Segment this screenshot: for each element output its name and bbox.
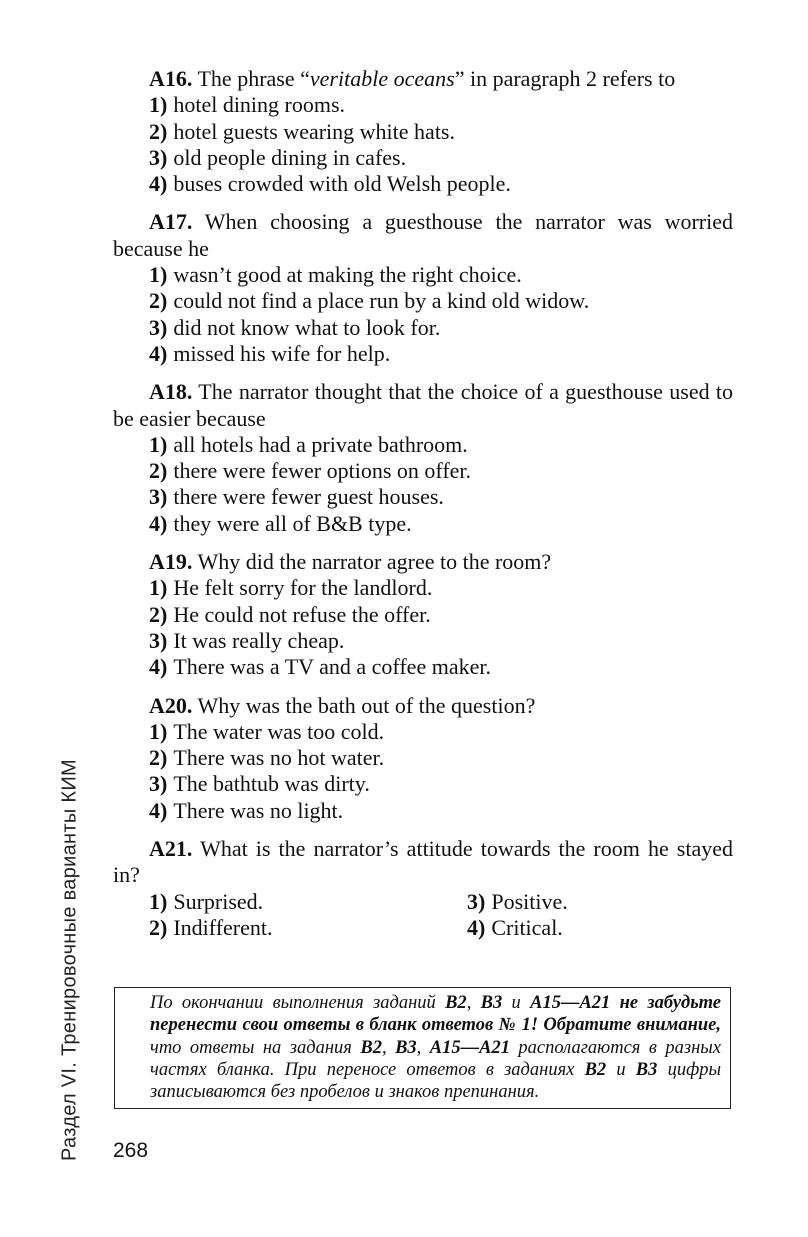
question-a18 (113, 379, 733, 537)
question-a20 (113, 693, 733, 824)
question-a16 (113, 66, 733, 197)
question-a17 (113, 209, 733, 367)
question-a21 (113, 836, 733, 941)
option: 1) The water was too cold. (149, 718, 385, 744)
quoted-phrase: veritable oceans (309, 66, 455, 91)
instructions-note-text: По окончании выполнения заданий В2, В3 и А15—А21 не забудьте перенести свои ответы в бланк ответов № 1! Обратите внимание, что ответы на задания В2, В3, А15—А21 располагаются в разных частях бланка. При переносе ответов в заданиях В2 и В3 цифры записываются без пробелов и знаков препинания. (150, 993, 722, 1103)
option: 3) did not know what to look for. (149, 314, 441, 340)
option: 1) wasn’t good at making the right choice. (149, 262, 522, 288)
option: 2) hotel guests wearing white hats. (149, 118, 455, 144)
question-number: A17. (149, 209, 193, 235)
option: 2) there were fewer options on offer. (149, 458, 472, 484)
question-text: A20. Why was the bath out of the question? (149, 692, 536, 718)
option: 2) There was no hot water. (149, 745, 385, 771)
question-text: A17. When choosing a guesthouse the narrator was worried because he (113, 209, 733, 261)
option: 2) Indifferent. (149, 914, 273, 940)
instructions-note-box (114, 987, 731, 1109)
option: 4) buses crowded with old Welsh people. (149, 171, 511, 197)
section-side-label: Раздел VI. Тренировочные варианты КИМ (58, 759, 81, 1161)
option: 3) It was really cheap. (149, 627, 345, 653)
question-text: A21. What is the narrator’s attitude towards the room he stayed in? (113, 836, 733, 888)
option: 3) The bathtub was dirty. (149, 771, 370, 797)
options-list (113, 575, 733, 680)
option: 4) Critical. (467, 914, 563, 940)
options-list (113, 92, 733, 197)
question-number: A18. (149, 379, 193, 405)
option: 2) could not find a place run by a kind old widow. (149, 288, 590, 314)
question-number: A21. (149, 836, 193, 862)
question-text: A19. Why did the narrator agree to the room? (149, 549, 552, 575)
option: 3) there were fewer guest houses. (149, 484, 444, 510)
question-text: A18. The narrator thought that the choice of a guesthouse used to be easier because (113, 379, 733, 431)
option: 4) There was a TV and a coffee maker. (149, 654, 491, 680)
question-number: A19. (149, 549, 193, 575)
option: 4) missed his wife for help. (149, 340, 391, 366)
options-list (113, 719, 733, 824)
option: 2) He could not refuse the offer. (149, 601, 431, 627)
question-number: A20. (149, 692, 193, 718)
option: 1) hotel dining rooms. (149, 92, 346, 118)
options-list (113, 262, 733, 367)
questions-block (113, 66, 733, 953)
option: 3) old people dining in cafes. (149, 144, 407, 170)
question-a19 (113, 549, 733, 680)
options-list (113, 432, 733, 537)
option: 4) they were all of B&B type. (149, 510, 412, 536)
option: 1) all hotels had a private bathroom. (149, 431, 468, 457)
option: 1) He felt sorry for the landlord. (149, 575, 433, 601)
options-grid (113, 889, 733, 942)
question-text: A16. The phrase “veritable oceans” in paragraph 2 refers to (149, 66, 676, 91)
page-number: 268 (113, 1139, 149, 1162)
option: 3) Positive. (467, 888, 568, 914)
question-number: A16. (149, 66, 193, 91)
option: 4) There was no light. (149, 797, 344, 823)
option: 1) Surprised. (149, 888, 264, 914)
